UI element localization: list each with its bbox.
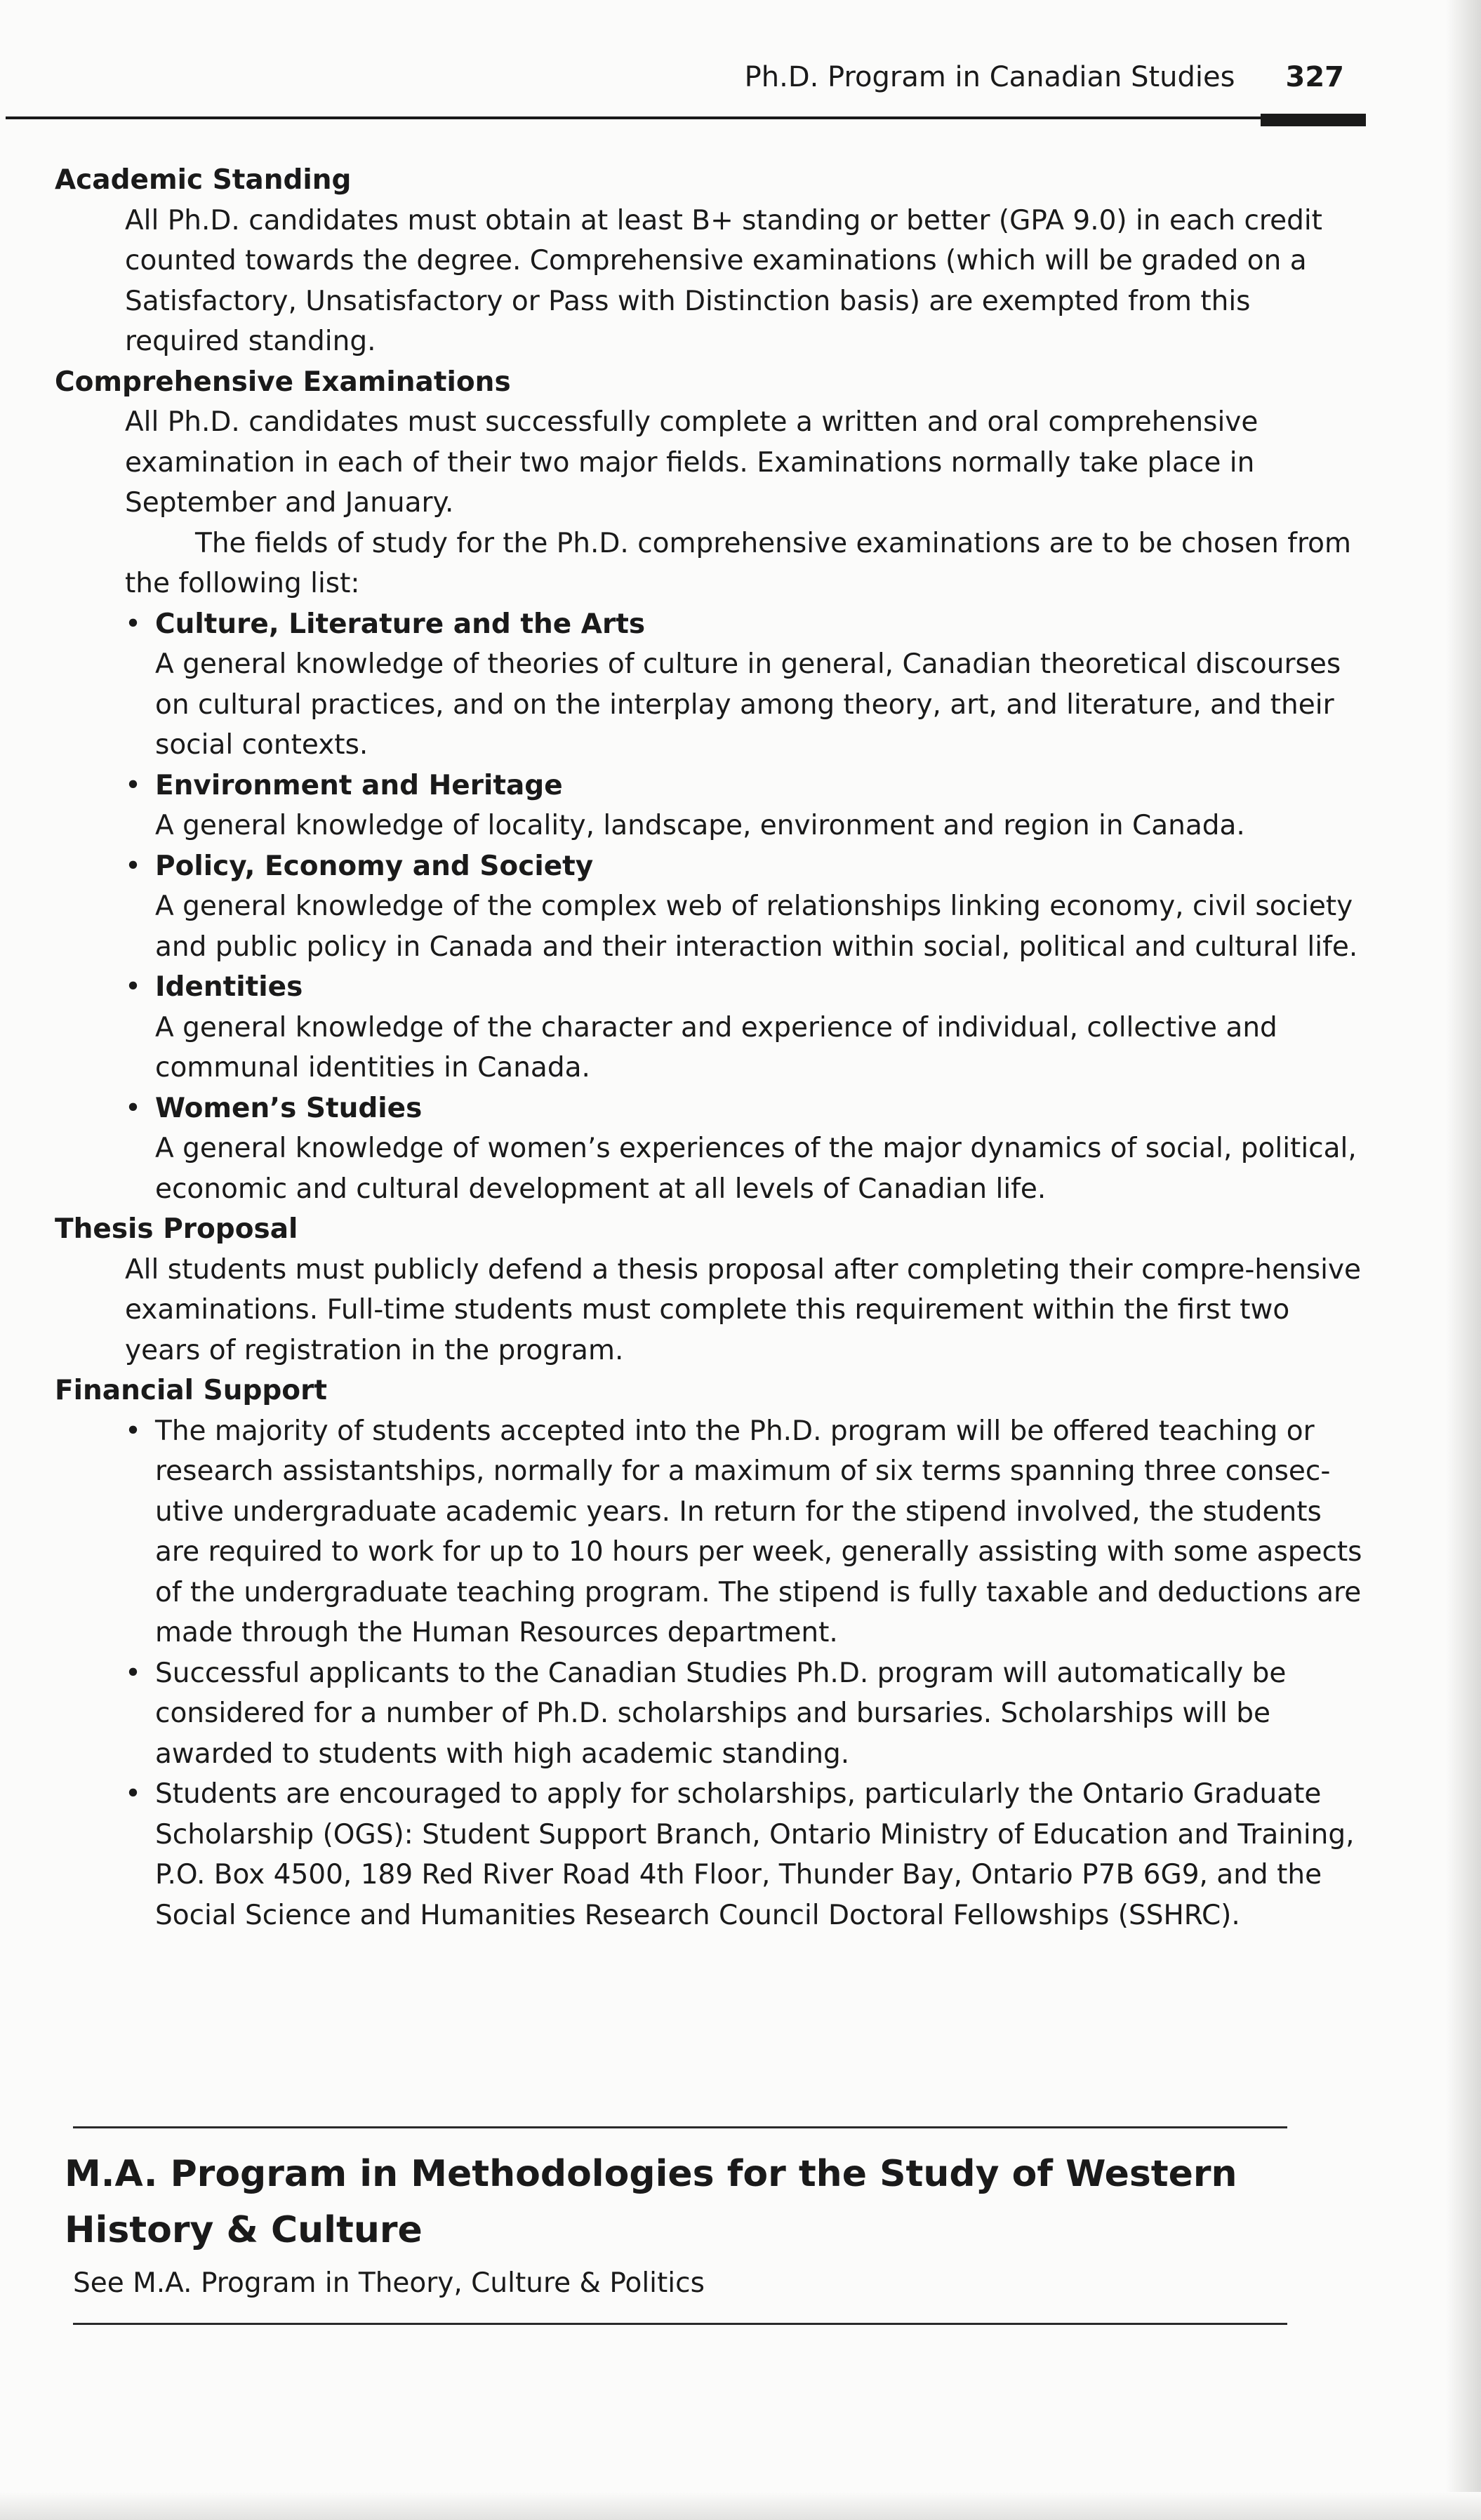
- financial-support-list: [55, 1411, 1367, 1936]
- field-title: • Culture, Literature and the Arts: [155, 608, 646, 640]
- field-list: [55, 604, 1367, 1210]
- running-header: [0, 56, 1344, 98]
- field-desc: A general knowledge of locality, landscape, environment and region in Canada.: [155, 810, 1245, 841]
- section-divider-bottom: [73, 2323, 1287, 2325]
- field-title: • Environment and Heritage: [155, 769, 563, 801]
- field-item: [125, 766, 1367, 846]
- field-desc: A general knowledge of the complex web of relationships linking economy, civil society and public policy in Canada and their interaction within social, political and cultural life.: [155, 891, 1358, 963]
- thesis-proposal-text: All students must publicly defend a thesis proposal after completing their compre-hensive examinations. Full-time students must complete this requirement within the first two years of registration in the program.: [125, 1253, 1362, 1366]
- heading-financial-support: Financial Support: [55, 1375, 327, 1406]
- comprehensive-exams-fields-intro: The fields of study for the Ph.D. comprehensive examinations are to be chosen from the following list:: [125, 527, 1352, 599]
- financial-item: • Successful applicants to the Canadian Studies Ph.D. program will automatically be considered for a number of Ph.D. scholarships and bursaries. Scholarships will be awarded to students with high academic standing.: [125, 1653, 1367, 1775]
- financial-item: • The majority of students accepted into the Ph.D. program will be offered teaching or research assistantships, normally for a maximum of six terms spanning three consec-utive undergraduate academic years. In return for the stipend involved, the students are required to work for up to 10 hours per week, generally assisting with some aspects of the undergraduate teaching program. The stipend is fully taxable and deductions are made through the Human Resources department.: [125, 1411, 1367, 1653]
- header-rule: [6, 116, 1366, 119]
- section-divider-top: [73, 2126, 1287, 2128]
- heading-academic-standing: Academic Standing: [55, 164, 352, 196]
- field-title: • Policy, Economy and Society: [155, 850, 594, 882]
- running-header-title: Ph.D. Program in Canadian Studies: [744, 61, 1235, 93]
- scan-edge-bottom: [0, 2492, 1481, 2520]
- field-desc: A general knowledge of theories of culture in general, Canadian theoretical discourses on cultural practices, and on the interplay among theory, art, and literature, and their social contexts.: [155, 648, 1341, 761]
- comprehensive-exams-text: All Ph.D. candidates must successfully complete a written and oral comprehensive examination in each of their two major fields. Examinations normally take place in September and January.: [125, 406, 1258, 519]
- field-item: [125, 604, 1367, 766]
- academic-standing-text: All Ph.D. candidates must obtain at least B+ standing or better (GPA 9.0) in each credit counted towards the degree. Comprehensive examinations (which will be graded on a Satisfactory, Unsatisfactory or Pass with Distinction basis) are exempted from this required standing.: [125, 204, 1322, 357]
- field-title: • Identities: [155, 971, 303, 1003]
- field-item: [125, 1088, 1367, 1210]
- heading-thesis-proposal: Thesis Proposal: [55, 1213, 298, 1245]
- field-desc: A general knowledge of women’s experiences of the major dynamics of social, political, economic and cultural development at all levels of Canadian life.: [155, 1133, 1357, 1205]
- field-title: • Women’s Studies: [155, 1092, 423, 1124]
- field-desc: A general knowledge of the character and experience of individual, collective and communal identities in Canada.: [155, 1011, 1277, 1084]
- header-rule-tab: [1261, 114, 1366, 126]
- field-item: [125, 846, 1367, 968]
- page-number: 327: [1285, 61, 1344, 93]
- main-text: [55, 160, 1367, 1935]
- financial-item: • Students are encouraged to apply for scholarships, particularly the Ontario Graduate Scholarship (OGS): Student Support Branch, Ontario Ministry of Education and Training, P.O. Box 4500, 189 Red River Road 4th Floor, Thunder Bay, Ontario P7B 6G9, and the Social Science and Humanities Research Council Doctoral Fellowships (SSHRC).: [125, 1774, 1367, 1935]
- ma-program-see-also: See M.A. Program in Theory, Culture & Politics: [73, 2267, 705, 2299]
- ma-program-heading: M.A. Program in Methodologies for the Study of Western History & Culture: [65, 2153, 1237, 2251]
- field-item: [125, 967, 1367, 1088]
- scan-edge-right: [1446, 0, 1481, 2520]
- heading-comprehensive-examinations: Comprehensive Examinations: [55, 366, 511, 398]
